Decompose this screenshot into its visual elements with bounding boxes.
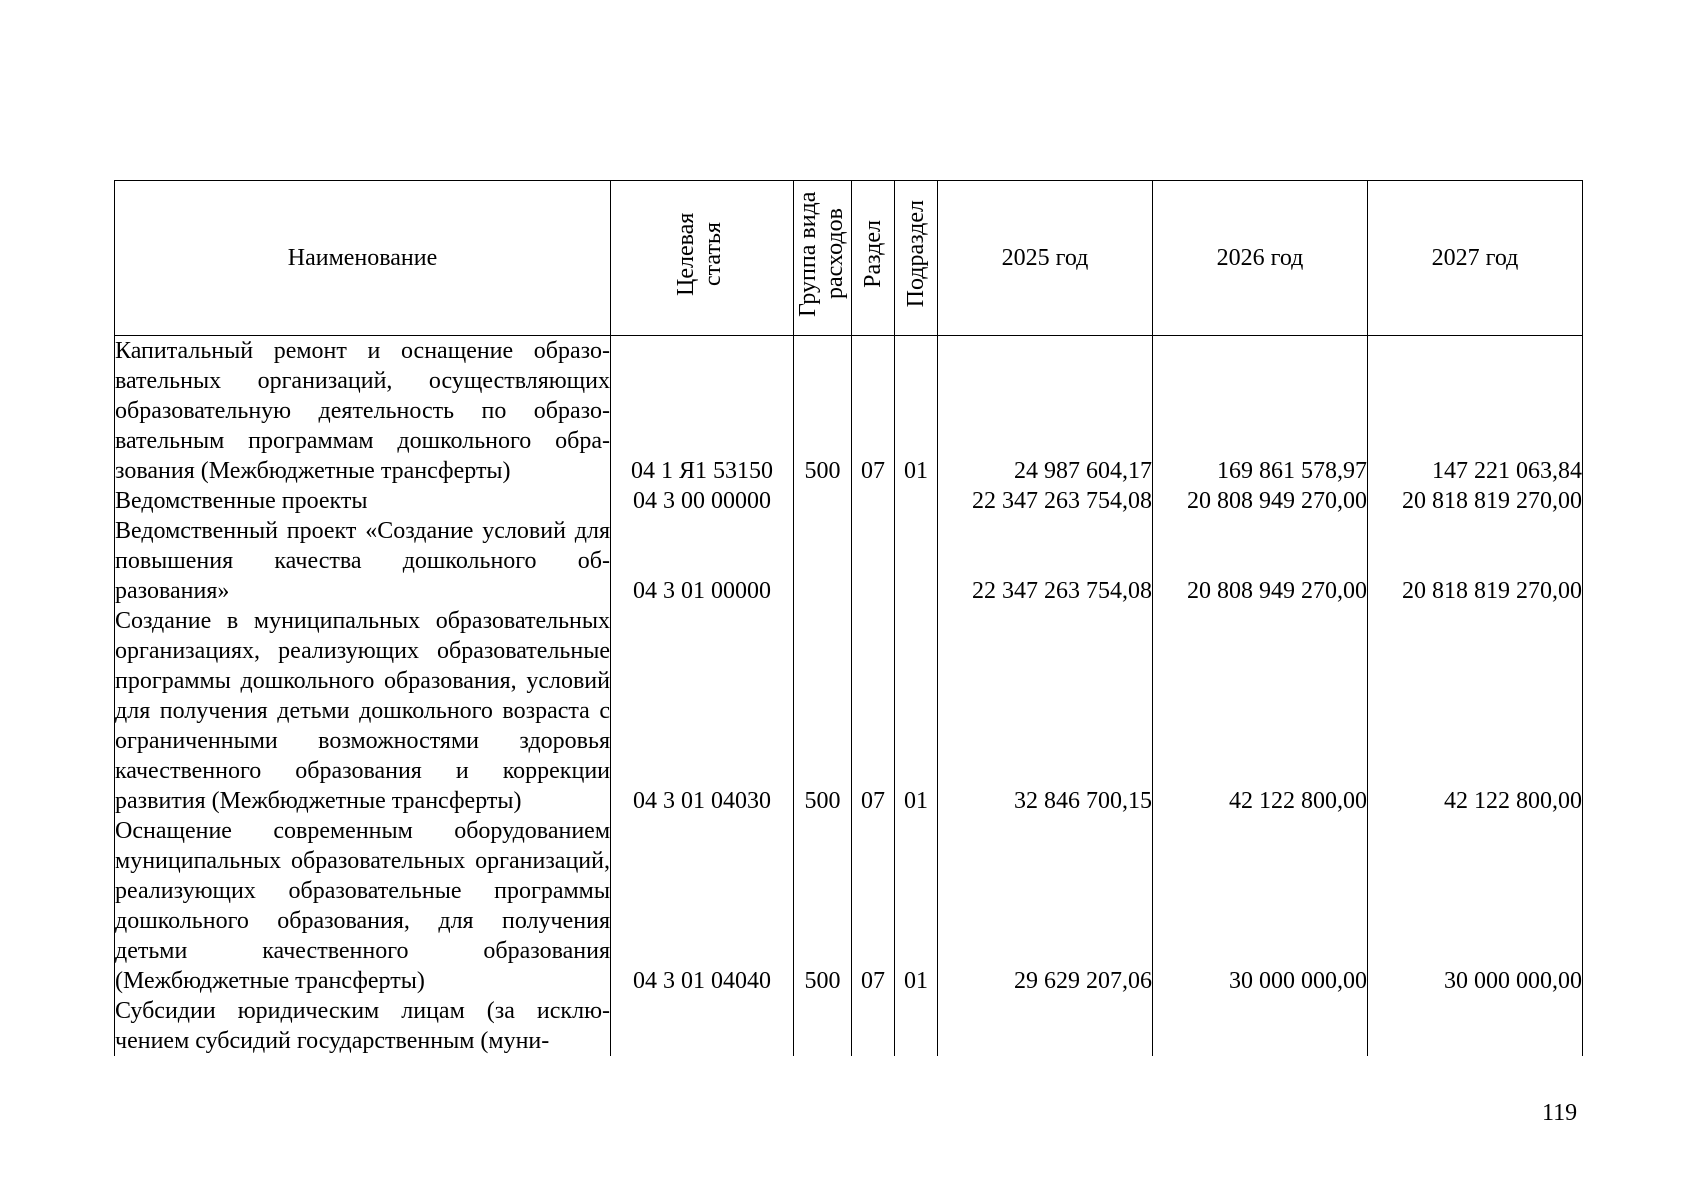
row-name: Создание в муниципальных образовательных организациях, реализующих образовательные программы дошкольного образования, условий для получения детьми дошкольного возраста с ограниченными возможностями здоровья качественного образования и коррекции развития (Межбюджетные трансферты) <box>115 608 610 814</box>
row-subsection: 01 <box>895 606 938 816</box>
row-2025: 32 846 700,15 <box>938 606 1153 816</box>
row-subsection <box>895 516 938 606</box>
header-2027: 2027 год <box>1368 181 1583 336</box>
row-section: 07 <box>852 336 895 487</box>
header-code <box>611 181 794 336</box>
budget-table <box>114 180 1583 1056</box>
row-group: 500 <box>794 336 852 487</box>
row-section <box>852 486 895 516</box>
row-name: Ведомственные проекты <box>115 486 611 516</box>
row-2026: 20 808 949 270,00 <box>1153 516 1368 606</box>
row-2026: 30 000 000,00 <box>1153 816 1368 996</box>
header-subsection <box>895 181 938 336</box>
row-subsection: 01 <box>895 816 938 996</box>
page-number: 119 <box>1542 1100 1578 1126</box>
header-name: Наименование <box>115 181 611 336</box>
row-2025 <box>938 996 1153 1056</box>
row-name: Капитальный ремонт и оснащение образовательных организаций, осуществляющих образовательную деятельность по образовательным программам дошкольного образования (Межбюджетные трансферты) <box>115 336 611 487</box>
row-2027: 20 818 819 270,00 <box>1368 516 1583 606</box>
table-header-row <box>115 181 1583 336</box>
table-row <box>115 996 1583 1056</box>
header-section <box>852 181 895 336</box>
row-2025: 22 347 263 754,08 <box>938 516 1153 606</box>
row-section: 07 <box>852 816 895 996</box>
table-row <box>115 516 1583 606</box>
row-name: Ведомственный проект «Создание условий для повышения качества дошкольного образования» <box>115 518 610 604</box>
row-2025: 29 629 207,06 <box>938 816 1153 996</box>
row-name: Оснащение современным оборудованием муниципальных образовательных организаций, реализующих образовательные программы дошкольного образования, для получения детьми качественного образования (Межбюджетные трансферты) <box>115 818 610 994</box>
row-2026 <box>1153 996 1368 1056</box>
row-2025: 24 987 604,17 <box>938 336 1153 487</box>
row-code <box>611 996 794 1056</box>
row-2026: 169 861 578,97 <box>1153 336 1368 487</box>
row-group: 500 <box>794 606 852 816</box>
row-subsection <box>895 486 938 516</box>
header-group <box>794 181 852 336</box>
row-2026: 20 808 949 270,00 <box>1153 486 1368 516</box>
row-code: 04 1 Я1 53150 <box>611 336 794 487</box>
header-section-label: Раздел <box>859 220 886 288</box>
header-2026: 2026 год <box>1153 181 1368 336</box>
row-2027 <box>1368 996 1583 1056</box>
header-code-label: Целевая статья <box>673 212 726 296</box>
row-2026: 42 122 800,00 <box>1153 606 1368 816</box>
row-subsection <box>895 996 938 1056</box>
table-row <box>115 336 1583 487</box>
row-group: 500 <box>794 816 852 996</box>
row-code: 04 3 01 04030 <box>611 606 794 816</box>
row-2027: 42 122 800,00 <box>1368 606 1583 816</box>
row-name: Субсидии юридическим лицам (за исключением субсидий государственным (муни- <box>115 998 610 1054</box>
row-group <box>794 996 852 1056</box>
row-section <box>852 996 895 1056</box>
row-subsection: 01 <box>895 336 938 487</box>
row-2025: 22 347 263 754,08 <box>938 486 1153 516</box>
header-2025: 2025 год <box>938 181 1153 336</box>
budget-table-wrapper <box>114 180 1583 1056</box>
row-code: 04 3 01 00000 <box>611 516 794 606</box>
row-section: 07 <box>852 606 895 816</box>
row-code: 04 3 00 00000 <box>611 486 794 516</box>
row-2027: 147 221 063,84 <box>1368 336 1583 487</box>
header-group-label: Группа вида расходов <box>794 191 848 317</box>
header-subsection-label: Подраздел <box>902 200 929 308</box>
row-group <box>794 516 852 606</box>
row-2027: 30 000 000,00 <box>1368 816 1583 996</box>
row-2027: 20 818 819 270,00 <box>1368 486 1583 516</box>
row-group <box>794 486 852 516</box>
row-code: 04 3 01 04040 <box>611 816 794 996</box>
table-row <box>115 486 1583 516</box>
row-section <box>852 516 895 606</box>
table-row <box>115 606 1583 816</box>
table-row <box>115 816 1583 996</box>
